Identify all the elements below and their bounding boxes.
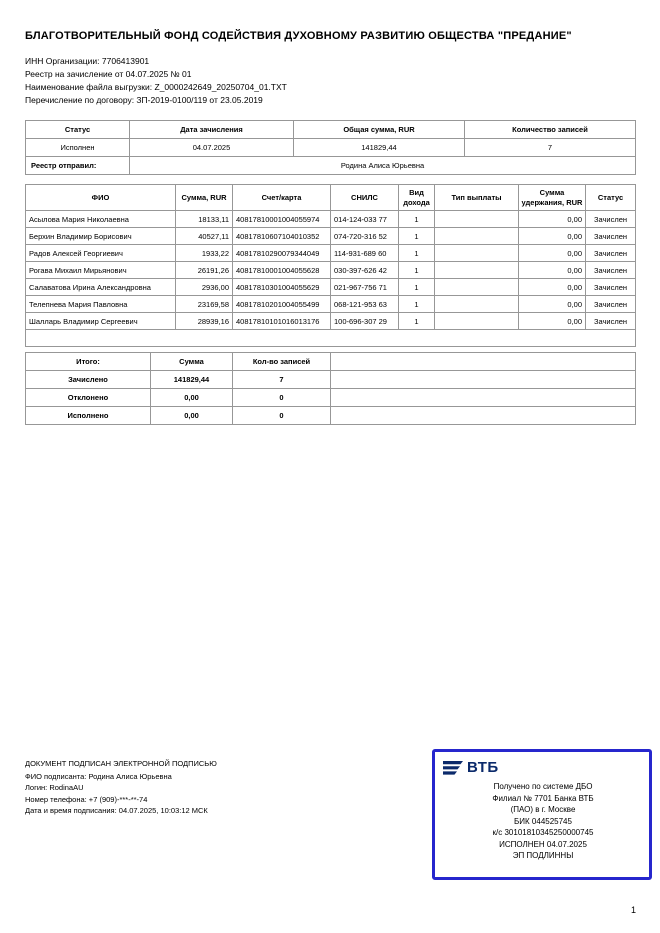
summary-header-row: [26, 121, 636, 139]
cell-snils: 030-397-626 42: [331, 262, 399, 279]
summary-count: 7: [465, 139, 636, 157]
cell-fio: Берхин Владимир Борисович: [26, 228, 176, 245]
cell-payment-type: [435, 262, 519, 279]
meta-registry: Реестр на зачисление от 04.07.2025 № 01: [25, 69, 192, 79]
summary-total: 141829,44: [294, 139, 465, 157]
cell-status: Зачислен: [586, 262, 636, 279]
totals-sum: 0,00: [151, 407, 233, 425]
cell-fio: Асылова Мария Николаевна: [26, 211, 176, 228]
cell-withholding: 0,00: [519, 262, 586, 279]
page-title: БЛАГОТВОРИТЕЛЬНЫЙ ФОНД СОДЕЙСТВИЯ ДУХОВНОМУ РАЗВИТИЮ ОБЩЕСТВА "ПРЕДАНИЕ": [25, 30, 572, 42]
cell-sum: 26191,26: [176, 262, 233, 279]
document-meta: [25, 55, 635, 107]
page-number: 1: [630, 905, 636, 915]
table-row: [26, 313, 636, 330]
cell-fio: Рогава Михаил Мирьянович: [26, 262, 176, 279]
cell-income-type: 1: [399, 228, 435, 245]
cell-fio: Салаватова Ирина Александровна: [26, 279, 176, 296]
cell-snils: 014-124-033 77: [331, 211, 399, 228]
cell-income-type: 1: [399, 211, 435, 228]
cell-status: Зачислен: [586, 313, 636, 330]
vtb-flag-icon: [443, 761, 463, 775]
table-row: [26, 262, 636, 279]
table-row: [26, 296, 636, 313]
col-header-income-type: Вид дохода: [399, 185, 435, 211]
cell-withholding: 0,00: [519, 228, 586, 245]
stamp-text: [443, 781, 643, 862]
totals-blank-cell: [331, 389, 636, 407]
cell-snils: 074-720-316 52: [331, 228, 399, 245]
totals-label: Отклонено: [26, 389, 151, 407]
cell-snils: 068-121-953 63: [331, 296, 399, 313]
meta-filename: Наименование файла выгрузки: Z_0000242649_20250704_01.TXT: [25, 82, 287, 92]
meta-inn: ИНН Организации: 7706413901: [25, 56, 150, 66]
spacer-row: [26, 330, 636, 347]
col-header-sum: Сумма, RUR: [176, 185, 233, 211]
cell-withholding: 0,00: [519, 279, 586, 296]
cell-fio: Телепнева Мария Павловна: [26, 296, 176, 313]
cell-status: Зачислен: [586, 245, 636, 262]
cell-withholding: 0,00: [519, 313, 586, 330]
stamp-line-received: Получено по системе ДБО: [493, 782, 593, 791]
spacer-cell: [26, 330, 636, 347]
detail-header-row: [26, 185, 636, 211]
cell-withholding: 0,00: [519, 211, 586, 228]
totals-col-count: Кол-во записей: [233, 353, 331, 371]
signature-datetime: Дата и время подписания: 04.07.2025, 10:03:12 МСК: [25, 806, 208, 815]
vtb-logo-text: ВТБ: [467, 759, 499, 776]
totals-col-sum: Сумма: [151, 353, 233, 371]
summary-date: 04.07.2025: [130, 139, 294, 157]
detail-table: [25, 184, 636, 347]
cell-sum: 23169,58: [176, 296, 233, 313]
cell-account: 40817810001004055974: [233, 211, 331, 228]
cell-fio: Радов Алексей Георгиевич: [26, 245, 176, 262]
cell-payment-type: [435, 279, 519, 296]
meta-contract: Перечисление по договору: ЗП-2019-0100/119 от 23.05.2019: [25, 95, 263, 105]
cell-account: 40817810301004055629: [233, 279, 331, 296]
signature-title: ДОКУМЕНТ ПОДПИСАН ЭЛЕКТРОННОЙ ПОДПИСЬЮ: [25, 759, 217, 768]
cell-payment-type: [435, 313, 519, 330]
totals-sum: 0,00: [151, 389, 233, 407]
col-header-fio: ФИО: [26, 185, 176, 211]
summary-col-status: Статус: [26, 121, 130, 139]
totals-row-credited: [26, 371, 636, 389]
cell-withholding: 0,00: [519, 296, 586, 313]
totals-row-rejected: [26, 389, 636, 407]
cell-status: Зачислен: [586, 211, 636, 228]
cell-status: Зачислен: [586, 296, 636, 313]
cell-sum: 40527,11: [176, 228, 233, 245]
cell-income-type: 1: [399, 262, 435, 279]
col-header-withholding: Сумма удержания, RUR: [519, 185, 586, 211]
totals-table: [25, 352, 636, 425]
cell-status: Зачислен: [586, 228, 636, 245]
cell-account: 40817810290079344049: [233, 245, 331, 262]
totals-count: 0: [233, 389, 331, 407]
cell-payment-type: [435, 245, 519, 262]
cell-sum: 28939,16: [176, 313, 233, 330]
signature-phone: Номер телефона: +7 (909)-***-**-74: [25, 794, 148, 804]
totals-label: Исполнено: [26, 407, 151, 425]
col-header-snils: СНИЛС: [331, 185, 399, 211]
cell-sum: 1933,22: [176, 245, 233, 262]
table-row: [26, 245, 636, 262]
col-header-account: Счет/карта: [233, 185, 331, 211]
totals-count: 7: [233, 371, 331, 389]
col-header-status: Статус: [586, 185, 636, 211]
summary-sender-row: [26, 157, 636, 175]
cell-sum: 2936,00: [176, 279, 233, 296]
cell-payment-type: [435, 211, 519, 228]
totals-sum: 141829,44: [151, 371, 233, 389]
signature-fio: ФИО подписанта: Родина Алиса Юрьевна: [25, 771, 172, 781]
cell-income-type: 1: [399, 279, 435, 296]
totals-label: Зачислено: [26, 371, 151, 389]
stamp-line-branch: Филиал № 7701 Банка ВТБ: [492, 793, 594, 803]
cell-snils: 114-931-689 60: [331, 245, 399, 262]
summary-col-count: Количество записей: [465, 121, 636, 139]
cell-account: 40817810607104010352: [233, 228, 331, 245]
table-row: [26, 211, 636, 228]
cell-fio: Шалларь Владимир Сергеевич: [26, 313, 176, 330]
table-row: [26, 279, 636, 296]
signature-block: [25, 758, 217, 817]
totals-header-row: [26, 353, 636, 371]
summary-col-total: Общая сумма, RUR: [294, 121, 465, 139]
table-row: [26, 228, 636, 245]
sender-label: Реестр отправил:: [26, 157, 130, 175]
totals-row-executed: [26, 407, 636, 425]
totals-blank-cell: [331, 353, 636, 371]
stamp-line-corr-account: к/с 30101810345250000745: [492, 828, 594, 837]
totals-col-label: Итого:: [26, 353, 151, 371]
summary-status: Исполнен: [26, 139, 130, 157]
summary-value-row: [26, 139, 636, 157]
stamp-line-city: (ПАО) в г. Москве: [510, 805, 576, 814]
cell-account: 40817810201004055499: [233, 296, 331, 313]
cell-payment-type: [435, 296, 519, 313]
cell-withholding: 0,00: [519, 245, 586, 262]
summary-col-date: Дата зачисления: [130, 121, 294, 139]
cell-snils: 100-696-307 29: [331, 313, 399, 330]
cell-account: 40817810001004055628: [233, 262, 331, 279]
stamp-line-signature-valid: ЭП ПОДЛИННЫ: [512, 851, 574, 860]
totals-count: 0: [233, 407, 331, 425]
document-content: [0, 0, 660, 425]
cell-status: Зачислен: [586, 279, 636, 296]
signature-login: Логин: RodinaAU: [25, 783, 84, 792]
vtb-logo: [443, 759, 643, 776]
cell-snils: 021-967-756 71: [331, 279, 399, 296]
totals-blank-cell: [331, 407, 636, 425]
cell-account: 40817810101016013176: [233, 313, 331, 330]
stamp-line-executed: ИСПОЛНЕН 04.07.2025: [499, 839, 587, 849]
cell-payment-type: [435, 228, 519, 245]
bank-stamp: [432, 749, 652, 880]
sender-value: Родина Алиса Юрьевна: [130, 157, 636, 175]
cell-sum: 18133,11: [176, 211, 233, 228]
stamp-line-bik: БИК 044525745: [514, 816, 572, 826]
cell-income-type: 1: [399, 296, 435, 313]
cell-income-type: 1: [399, 245, 435, 262]
col-header-payment-type: Тип выплаты: [435, 185, 519, 211]
totals-blank-cell: [331, 371, 636, 389]
summary-table: [25, 120, 636, 175]
cell-income-type: 1: [399, 313, 435, 330]
